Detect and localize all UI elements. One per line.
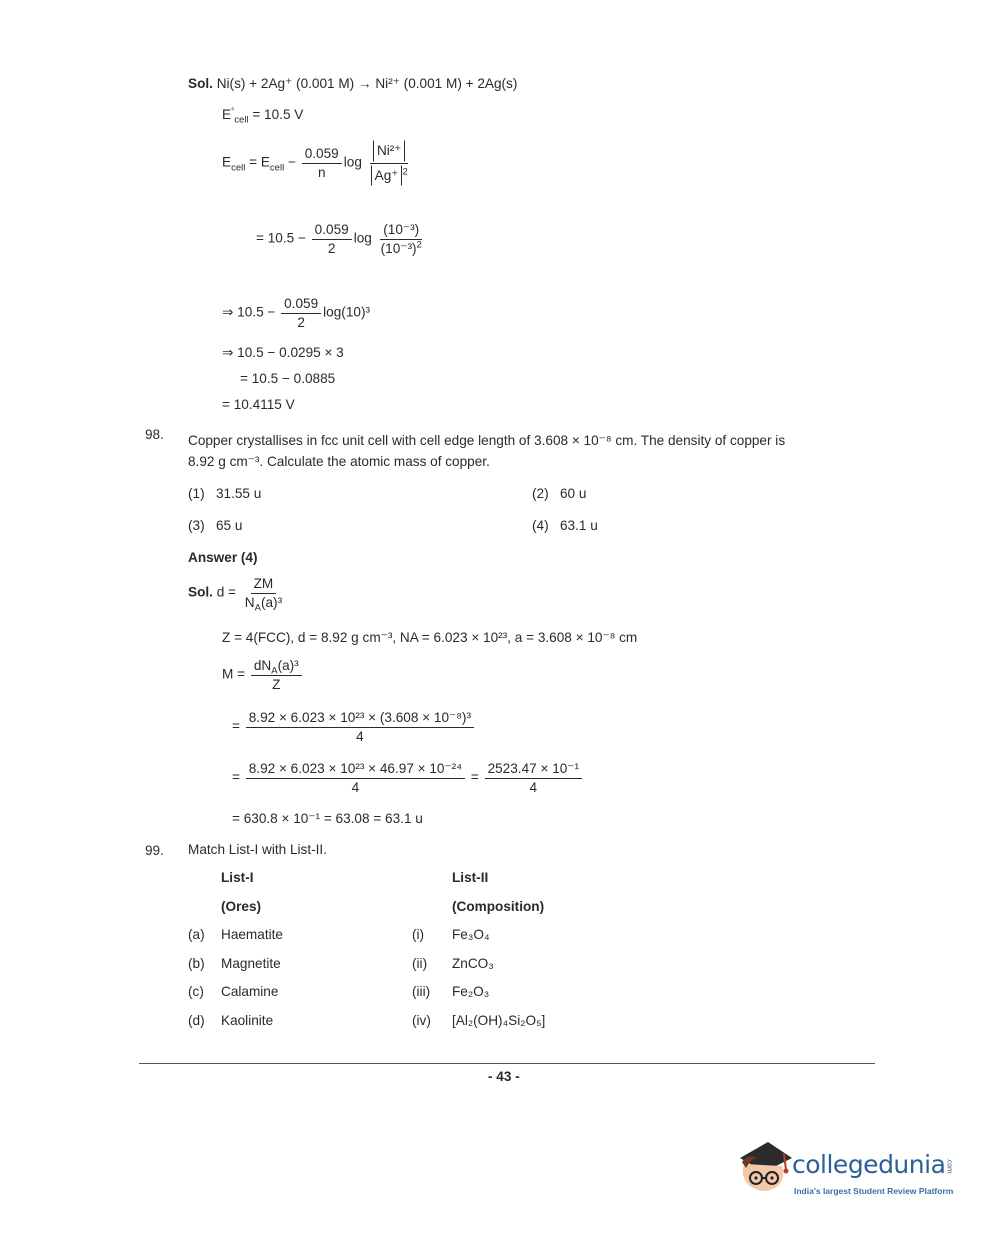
nernst-step2: = 10.5 − $\frac{0.059}{2}$ log $\frac{\text{(10⁻³)}}{(10^{-3})^2}$	[256, 222, 422, 256]
list1-heading: List-I	[221, 870, 254, 885]
q98-number: 98.	[145, 427, 164, 442]
nernst-step3: ⇒ 10.5 − $\frac{0.059}{2}$ log(10)³	[222, 296, 370, 330]
match-row: (b)	[188, 956, 205, 971]
q98-option-1: (1) 31.55 u	[188, 486, 262, 501]
q98-option-3: (3) 65 u	[188, 518, 243, 533]
calc-step1: = $\frac{\text{8.92 × 6.023 × 10²³ × (3.608 × 10⁻⁸)³}}{4}$	[232, 710, 476, 744]
footer-divider	[139, 1063, 875, 1064]
page-number: - 43 -	[488, 1069, 520, 1084]
composition: Fe₂O₃	[452, 984, 490, 999]
nernst-step5: = 10.5 − 0.0885	[240, 371, 336, 386]
composition-label: (iv)	[412, 1013, 431, 1028]
mascot-icon	[734, 1138, 794, 1200]
q98-text-line2: 8.92 g cm⁻³. Calculate the atomic mass of copper.	[188, 454, 490, 469]
list1-subheading: (Ores)	[221, 899, 262, 914]
composition: [Al₂(OH)₄Si₂O₅]	[452, 1013, 546, 1028]
match-row: (a)	[188, 927, 205, 942]
q98-answer: Answer (4)	[188, 550, 258, 565]
composition-label: (ii)	[412, 956, 428, 971]
collegedunia-logo	[734, 1138, 964, 1210]
calc-final: = 630.8 × 10⁻¹ = 63.08 = 63.1 u	[232, 811, 423, 826]
composition-label: (i)	[412, 927, 425, 942]
composition-label: (iii)	[412, 984, 431, 999]
density-formula: Sol. d = $\frac{ZM}{N_A(a)^3}$	[188, 576, 283, 614]
q98-text-line1: Copper crystallises in fcc unit cell with cell edge length of 3.608 × 10⁻⁸ cm. The density of copper is	[188, 433, 786, 448]
match-row: (c)	[188, 984, 204, 999]
nernst-step4: ⇒ 10.5 − 0.0295 × 3	[222, 345, 344, 360]
list2-subheading: (Composition)	[452, 899, 545, 914]
q99-text: Match List-I with List-II.	[188, 842, 327, 857]
ore-name: Haematite	[221, 927, 283, 942]
mass-formula: M = $\frac{dN_A(a)^3}{Z}$	[222, 658, 304, 692]
nernst-fraction: $\frac{0.059}{n}$	[302, 146, 342, 180]
composition: ZnCO₃	[452, 956, 494, 971]
given-values: Z = 4(FCC), d = 8.92 g cm⁻³, NA = 6.023 × 10²³, a = 3.608 × 10⁻⁸ cm	[222, 630, 638, 645]
standard-emf: $E^\circ_{cell} = 10.5$ V	[222, 106, 304, 126]
ore-name: Calamine	[221, 984, 279, 999]
calc-step2: = $\frac{\text{8.92 × 6.023 × 10²³ × 46.97 × 10⁻²⁴}}{4}$ = $\frac{\text{2523.47 × 10⁻¹}}{4}$	[232, 761, 584, 795]
composition: Fe₃O₄	[452, 927, 490, 942]
concentration-ratio: $\frac{\text{Ni²⁺}}{Ag^+ ^2}$	[368, 140, 411, 186]
q98-option-2: (2) 60 u	[532, 486, 587, 501]
nernst-equation: $E_{cell} = E_{cell}$ − $\frac{0.059}{n}$ log $\frac{\text{Ni²⁺}}{Ag^+ ^2}$	[222, 140, 413, 186]
q99-number: 99.	[145, 843, 164, 858]
brand-domain: .com	[945, 1157, 954, 1173]
sol97-reaction: Sol. Ni(s) + 2Ag⁺ (0.001 M) → Ni²⁺ (0.001 M) + 2Ag(s)	[188, 76, 518, 91]
nernst-result: = 10.4115 V	[222, 397, 295, 412]
brand-name: collegedunia	[792, 1150, 946, 1179]
brand-tagline: India's largest Student Review Platform	[794, 1186, 954, 1196]
match-row: (d)	[188, 1013, 205, 1028]
q98-option-4: (4) 63.1 u	[532, 518, 598, 533]
ore-name: Kaolinite	[221, 1013, 274, 1028]
list2-heading: List-II	[452, 870, 489, 885]
ore-name: Magnetite	[221, 956, 281, 971]
